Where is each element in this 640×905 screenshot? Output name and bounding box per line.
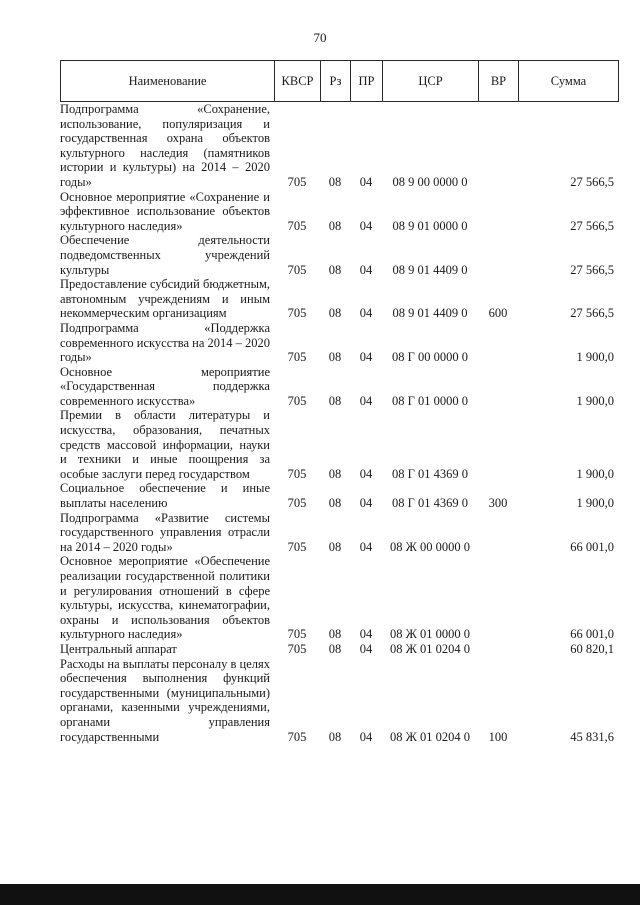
page-number: 70 — [313, 30, 327, 45]
row-vr-cell — [478, 554, 518, 642]
row-pr-cell: 04 — [359, 306, 373, 321]
row-rz-cell: 08 — [328, 350, 342, 365]
row-kvsr-cell: 705 — [287, 641, 307, 656]
row-name-cell: Социальное обеспечение и иные выплаты населению — [60, 481, 270, 511]
row-pr-cell: 04 — [359, 393, 373, 408]
row-csr-cell: 08 Ж 01 0000 0 — [390, 627, 470, 642]
row-kvsr-cell: 705 — [287, 466, 307, 481]
table-row — [60, 511, 618, 555]
table-row — [60, 277, 618, 321]
row-name-cell: Предоставление субсидий бюджетным, автономным учреждениям и иным некоммерческим организациям — [60, 277, 270, 321]
row-vr-cell: 300 — [488, 496, 508, 511]
column-header-rz: Рз — [321, 61, 351, 102]
column-header-kvsr: КВСР — [275, 61, 321, 102]
row-name-cell: Расходы на выплаты персоналу в целях обеспечения выполнения функций государственными (муниципальными) органами, казенными учреждениями, органами управления государственными — [60, 656, 270, 744]
row-pr-cell: 04 — [359, 174, 373, 189]
row-csr-cell: 08 Ж 01 0204 0 — [390, 641, 470, 656]
row-rz-cell: 08 — [328, 627, 342, 642]
row-pr-cell: 04 — [359, 262, 373, 277]
row-name-cell: Центральный аппарат — [60, 641, 177, 656]
row-csr-cell: 08 Ж 00 0000 0 — [390, 539, 470, 554]
row-rz-cell: 08 — [328, 393, 342, 408]
row-sum-cell: 66 001,0 — [570, 539, 614, 554]
row-sum-cell: 1 900,0 — [576, 350, 614, 365]
row-name-cell: Подпрограмма «Поддержка современного искусства на 2014 – 2020 годы» — [60, 320, 270, 365]
row-pr-cell: 04 — [359, 350, 373, 365]
row-name-cell: Премии в области литературы и искусства, образования, печатных средств массовой информации, науки и техники и иные поощрения за особые заслуги перед государством — [60, 408, 270, 481]
row-sum-cell: 60 820,1 — [570, 641, 614, 656]
row-vr-cell — [478, 365, 518, 409]
row-rz-cell: 08 — [328, 174, 342, 189]
row-rz-cell: 08 — [328, 262, 342, 277]
table-row — [60, 102, 618, 190]
row-csr-cell: 08 9 01 4409 0 — [392, 306, 468, 321]
row-name-cell: Основное мероприятие «Сохранение и эффективное использование объектов культурного наследия» — [60, 189, 270, 233]
row-vr-cell: 100 — [488, 729, 508, 744]
row-csr-cell: 08 9 01 4409 0 — [392, 262, 468, 277]
row-sum-cell: 27 566,5 — [570, 218, 614, 233]
row-sum-cell: 1 900,0 — [576, 393, 614, 408]
table-row — [60, 408, 618, 481]
row-kvsr-cell: 705 — [287, 306, 307, 321]
table-row — [60, 657, 618, 745]
row-kvsr-cell: 705 — [287, 539, 307, 554]
row-pr-cell: 04 — [359, 627, 373, 642]
row-pr-cell: 04 — [359, 496, 373, 511]
row-kvsr-cell: 705 — [287, 218, 307, 233]
row-name-cell: Подпрограмма «Развитие системы государственного управления отрасли на 2014 – 2020 годы» — [60, 510, 270, 554]
row-sum-cell: 66 001,0 — [570, 627, 614, 642]
row-rz-cell: 08 — [328, 729, 342, 744]
row-rz-cell: 08 — [328, 496, 342, 511]
row-csr-cell: 08 Г 01 4369 0 — [392, 466, 468, 481]
row-name-cell: Подпрограмма «Сохранение, использование, популяризация и государственная охрана объектов культурного наследия (памятников истории и культуры) на 2014 – 2020 годы» — [60, 102, 270, 189]
row-csr-cell: 08 Г 00 0000 0 — [392, 350, 468, 365]
row-pr-cell: 04 — [359, 466, 373, 481]
row-kvsr-cell: 705 — [287, 393, 307, 408]
row-name-cell: Основное мероприятие «Обеспечение реализации государственной политики и регулирования отношений в сфере культуры, искусства, кинематографии, охраны и использования объектов культурного наследия» — [60, 554, 270, 642]
row-csr-cell: 08 9 01 0000 0 — [392, 218, 468, 233]
row-sum-cell: 1 900,0 — [576, 496, 614, 511]
table-row — [60, 642, 618, 657]
row-rz-cell: 08 — [328, 641, 342, 656]
column-header-pr: ПР — [351, 61, 383, 102]
row-sum-cell: 27 566,5 — [570, 174, 614, 189]
row-kvsr-cell: 705 — [287, 350, 307, 365]
budget-table — [60, 102, 618, 744]
row-pr-cell: 04 — [359, 218, 373, 233]
table-header — [60, 60, 619, 102]
column-header-csr: ЦСР — [383, 61, 479, 102]
row-vr-cell — [478, 408, 518, 481]
row-csr-cell: 08 Г 01 0000 0 — [392, 393, 468, 408]
row-pr-cell: 04 — [359, 539, 373, 554]
table-row — [60, 190, 618, 234]
row-rz-cell: 08 — [328, 306, 342, 321]
table-row — [60, 321, 618, 365]
table-row — [60, 481, 618, 510]
row-csr-cell: 08 Ж 01 0204 0 — [390, 729, 470, 744]
row-rz-cell: 08 — [328, 218, 342, 233]
row-kvsr-cell: 705 — [287, 627, 307, 642]
column-header-name: Наименование — [61, 61, 275, 102]
row-csr-cell: 08 9 00 0000 0 — [392, 174, 468, 189]
row-kvsr-cell: 705 — [287, 262, 307, 277]
row-name-cell: Основное мероприятие «Государственная поддержка современного искусства» — [60, 364, 270, 408]
row-vr-cell — [478, 102, 518, 190]
row-sum-cell: 27 566,5 — [570, 262, 614, 277]
row-vr-cell — [478, 321, 518, 365]
row-rz-cell: 08 — [328, 539, 342, 554]
row-vr-cell — [478, 642, 518, 657]
scan-edge-bar — [0, 884, 640, 905]
row-kvsr-cell: 705 — [287, 729, 307, 744]
row-pr-cell: 04 — [359, 641, 373, 656]
row-vr-cell — [478, 511, 518, 555]
row-rz-cell: 08 — [328, 466, 342, 481]
table-row — [60, 365, 618, 409]
row-sum-cell: 45 831,6 — [570, 729, 614, 744]
row-csr-cell: 08 Г 01 4369 0 — [392, 496, 468, 511]
column-header-sum: Сумма — [519, 61, 619, 102]
row-name-cell: Обеспечение деятельности подведомственных учреждений культуры — [60, 233, 270, 277]
row-pr-cell: 04 — [359, 729, 373, 744]
row-vr-cell: 600 — [488, 306, 508, 321]
table-row — [60, 233, 618, 277]
column-header-vr: ВР — [479, 61, 519, 102]
row-vr-cell — [478, 233, 518, 277]
row-sum-cell: 27 566,5 — [570, 306, 614, 321]
row-sum-cell: 1 900,0 — [576, 466, 614, 481]
row-kvsr-cell: 705 — [287, 496, 307, 511]
row-kvsr-cell: 705 — [287, 174, 307, 189]
table-row — [60, 554, 618, 642]
row-vr-cell — [478, 190, 518, 234]
